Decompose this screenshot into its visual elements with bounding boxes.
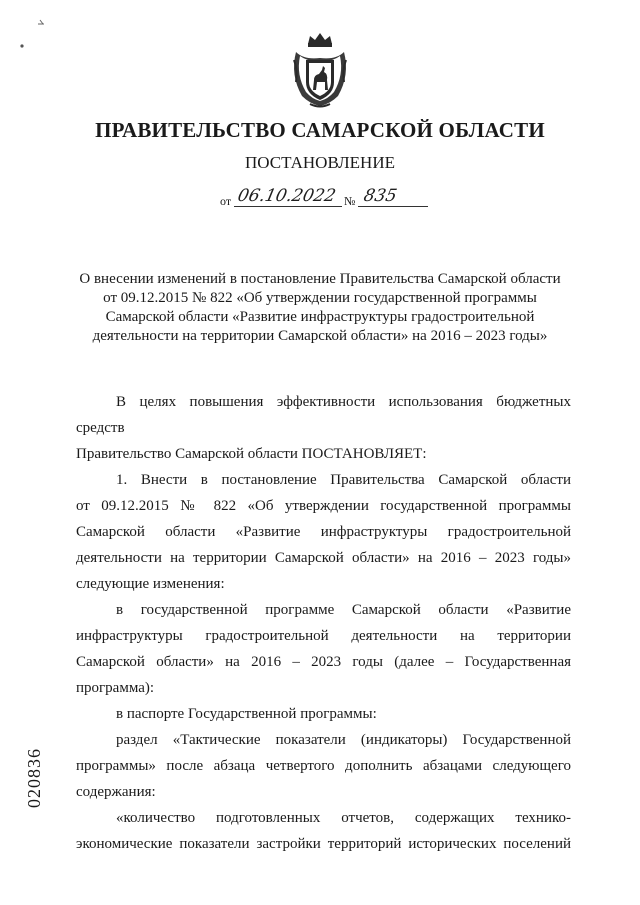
body-line: программы» после абзаца четвертого дополнить абзацами следующего [76,758,571,774]
body-line: В целях повышения эффективности использования бюджетных средств [76,394,571,436]
subject-line: Самарской области «Развитие инфраструктуры градостроительной [105,309,535,325]
side-serial-number: 020836 [24,748,44,808]
body-line: раздел «Тактические показатели (индикаторы) Государственной [116,732,571,748]
subject-line: деятельности на территории Самарской области» на 2016 – 2023 годы» [92,328,548,344]
body-line: Правительство Самарской области ПОСТАНОВЛЯЕТ: [76,446,427,462]
body-line: в государственной программе Самарской области «Развитие [116,602,571,618]
handwritten-date: 06.10.2022 [235,186,338,206]
date-underline [234,206,342,207]
body-line: экономические показатели застройки территорий исторических поселений [76,836,571,852]
date-number-line [220,186,440,208]
body-line: Самарской области «Развитие инфраструктуры градостроительной [76,524,571,540]
body-line: инфраструктуры градостроительной деятельности на территории [76,628,571,644]
handwritten-number: 835 [361,186,399,206]
document-type-title: ПОСТАНОВЛЕНИЕ [244,153,395,172]
body-line: программа): [76,680,155,696]
corner-stamp-marks [10,10,50,50]
samara-coat-of-arms-icon [288,30,352,108]
decree-body [76,389,571,857]
date-prefix-label: от [220,194,232,208]
body-line: следующие изменения: [76,576,225,592]
body-line: в паспорте Государственной программы: [116,706,377,722]
body-line: «количество подготовленных отчетов, содержащих технико- [116,810,571,826]
government-title: ПРАВИТЕЛЬСТВО САМАРСКОЙ ОБЛАСТИ [95,118,545,142]
subject-line: О внесении изменений в постановление Правительства Самарской области [79,271,561,287]
decree-subject [70,270,570,346]
body-line: Самарской области» на 2016 – 2023 годы (далее – Государственная [76,654,571,670]
number-prefix-label: № [344,194,356,208]
body-line: деятельности на территории Самарской области» на 2016 – 2023 годы» [76,550,571,566]
subject-line: от 09.12.2015 № 822 «Об утверждении государственной программы [103,290,537,306]
body-line: 1. Внести в постановление Правительства Самарской области [116,472,571,488]
body-line: содержания: [76,784,156,800]
number-underline [358,206,428,207]
body-line: от 09.12.2015 № 822 «Об утверждении государственной программы [76,498,571,514]
